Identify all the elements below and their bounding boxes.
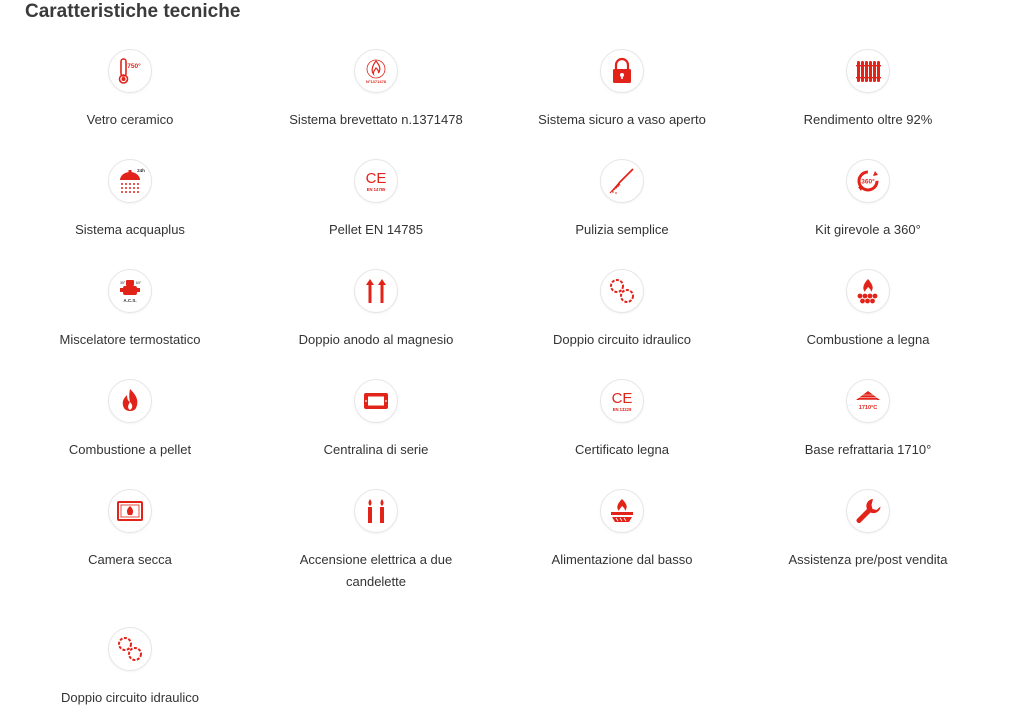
feature-item <box>7 489 253 577</box>
feature-item <box>7 627 253 715</box>
svg-text:35°: 35° <box>120 281 126 285</box>
feature-item <box>499 159 745 247</box>
bottom-feed-icon <box>600 489 644 533</box>
svg-text:CE: CE <box>611 390 633 407</box>
feature-item <box>7 269 253 357</box>
section-title: Caratteristiche tecniche <box>25 1 241 22</box>
feature-item <box>253 49 499 137</box>
feature-label: Combustione a legna <box>806 332 930 347</box>
feature-item <box>745 489 991 577</box>
svg-text:N°1371478: N°1371478 <box>365 79 387 84</box>
svg-text:60°: 60° <box>136 281 142 285</box>
feature-label: Sistema sicuro a vaso aperto <box>538 112 706 127</box>
ignition-plugs-icon <box>354 489 398 533</box>
wrench-icon <box>846 489 890 533</box>
shower-icon <box>108 159 152 203</box>
dry-chamber-icon <box>108 489 152 533</box>
padlock-icon <box>600 49 644 93</box>
ce-wood-icon <box>600 379 644 423</box>
feature-label: Assistenza pre/post vendita <box>788 552 948 567</box>
feature-item <box>745 159 991 247</box>
feature-label: Sistema acquaplus <box>75 222 185 237</box>
feature-label: Sistema brevettato n.1371478 <box>289 112 463 127</box>
feature-item <box>499 49 745 137</box>
brush-icon <box>600 159 644 203</box>
wood-fire-icon <box>846 269 890 313</box>
features-grid <box>7 49 992 715</box>
feature-item <box>7 49 253 137</box>
double-circuit-icon <box>108 627 152 671</box>
radiator-icon <box>846 49 890 93</box>
feature-item <box>7 379 253 467</box>
svg-text:1710°C: 1710°C <box>858 405 878 411</box>
feature-item <box>499 269 745 357</box>
rotate-360-icon <box>846 159 890 203</box>
feature-label: Doppio anodo al magnesio <box>298 332 454 347</box>
feature-label: Combustione a pellet <box>68 442 192 457</box>
feature-label: Rendimento oltre 92% <box>803 112 933 127</box>
feature-label: Centralina di serie <box>323 442 429 457</box>
feature-label: Pulizia semplice <box>575 222 669 237</box>
ce-mark-icon <box>354 159 398 203</box>
feature-item <box>745 49 991 137</box>
feature-item <box>253 489 499 597</box>
thermometer-750-icon <box>108 49 152 93</box>
svg-text:EN 14785: EN 14785 <box>366 187 386 192</box>
feature-item <box>745 379 991 467</box>
feature-label: Kit girevole a 360° <box>815 222 921 237</box>
control-unit-icon <box>354 379 398 423</box>
svg-text:A.C.S.: A.C.S. <box>123 298 137 303</box>
feature-item <box>745 269 991 357</box>
feature-label: Alimentazione dal basso <box>551 552 693 567</box>
svg-text:360°: 360° <box>861 178 875 186</box>
feature-label: Base refrattaria 1710° <box>804 442 932 457</box>
feature-item <box>253 379 499 467</box>
feature-item <box>499 379 745 467</box>
patent-flame-icon <box>354 49 398 93</box>
feature-label: Certificato legna <box>575 442 669 457</box>
feature-label: Miscelatore termostatico <box>59 332 201 347</box>
feature-label: Doppio circuito idraulico <box>60 690 199 705</box>
thermostatic-valve-icon <box>108 269 152 313</box>
svg-text:CE: CE <box>365 170 387 187</box>
feature-label: Pellet EN 14785 <box>329 222 423 237</box>
flame-icon <box>108 379 152 423</box>
svg-text:EN 13229: EN 13229 <box>612 407 632 412</box>
feature-item <box>253 159 499 247</box>
double-circuit-icon <box>600 269 644 313</box>
feature-label: Camera secca <box>88 552 172 567</box>
feature-item <box>7 159 253 247</box>
feature-label: Vetro ceramico <box>86 112 174 127</box>
feature-label: Doppio circuito idraulico <box>552 332 691 347</box>
feature-item <box>499 489 745 577</box>
svg-text:750°: 750° <box>127 63 141 70</box>
svg-text:24h: 24h <box>137 168 145 173</box>
feature-item <box>253 269 499 357</box>
anodes-icon <box>354 269 398 313</box>
refractory-base-icon <box>846 379 890 423</box>
feature-label: Accensione elettrica a due candelette <box>299 552 453 589</box>
